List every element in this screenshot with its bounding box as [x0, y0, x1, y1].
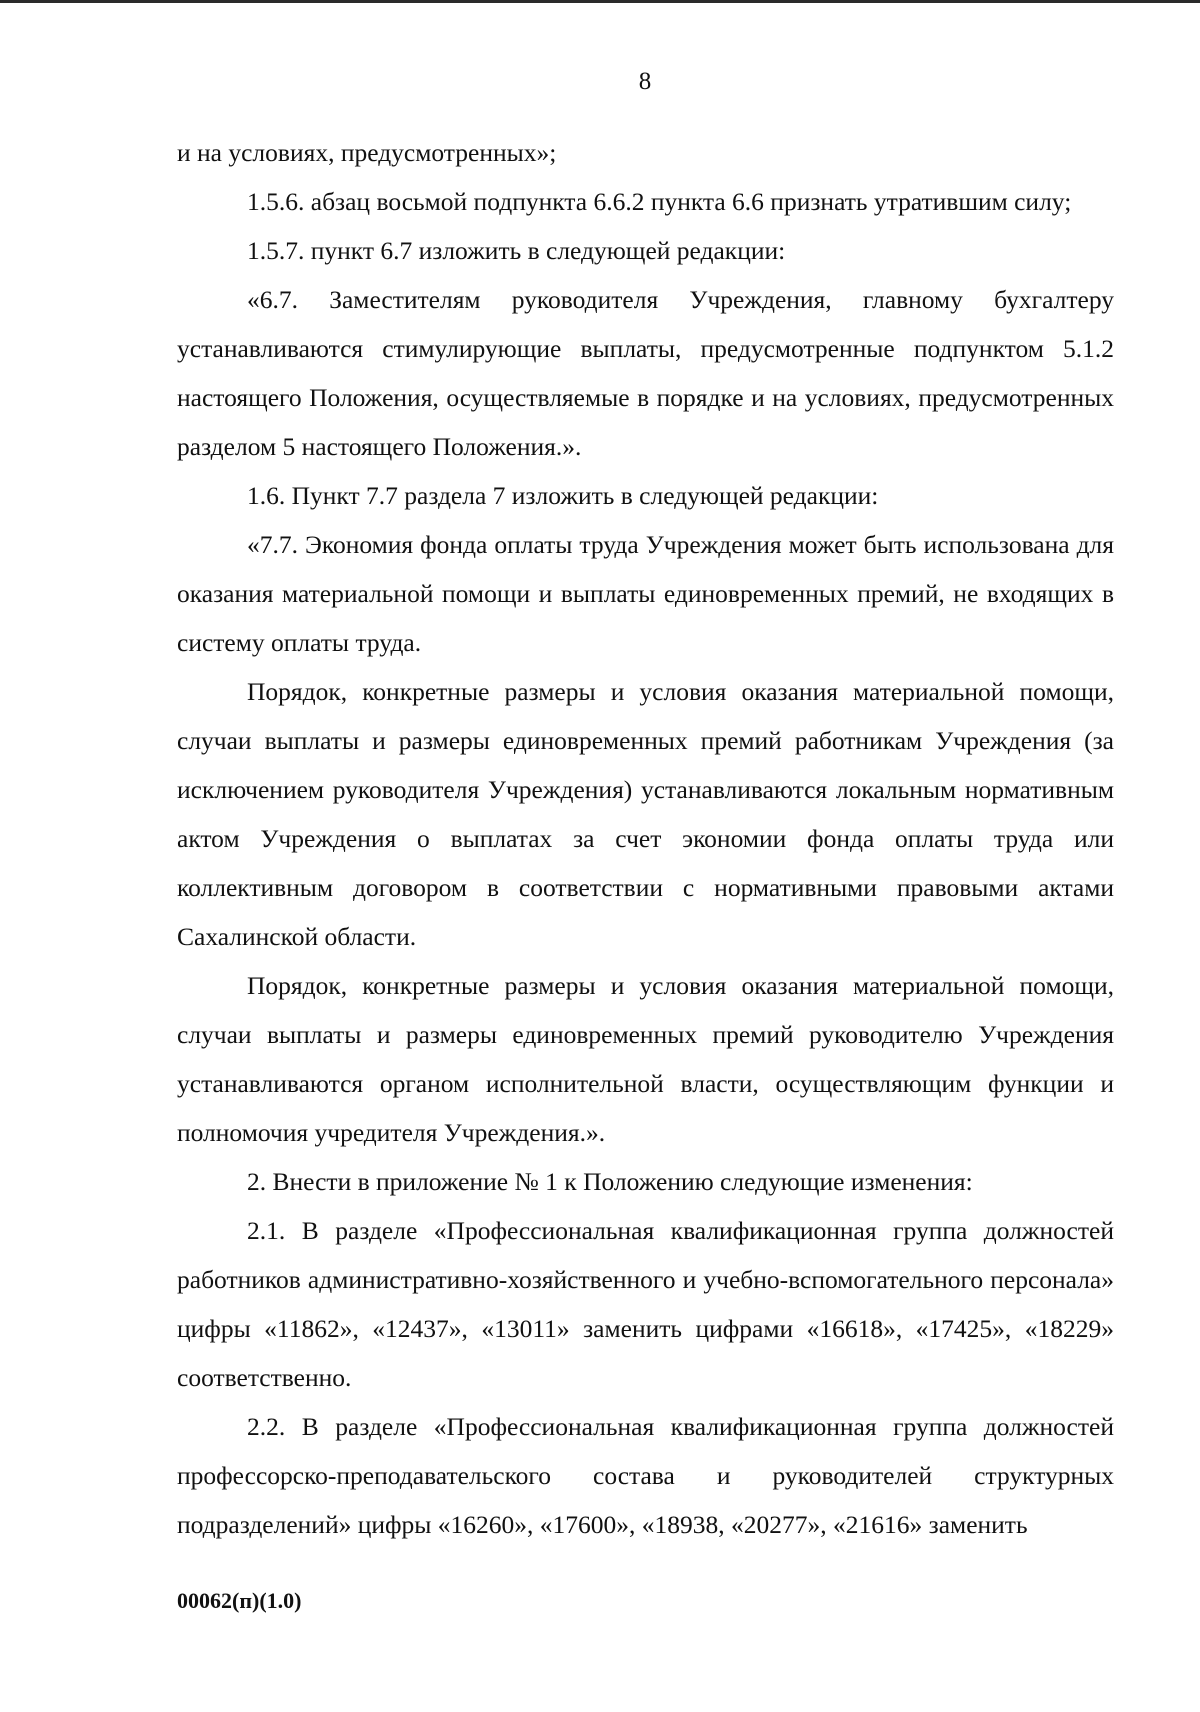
paragraph-2-2: 2.2. В разделе «Профессиональная квалификационная группа должностей профессорско-преподавательского состава и руководителей структурных подразделений» цифры «16260», «17600», «18938, «20277», «21616» заменить [177, 1412, 1114, 1539]
paragraph-2-1: 2.1. В разделе «Профессиональная квалификационная группа должностей работников административно-хозяйственного и учебно-вспомогательного персонала» цифры «11862», «12437», «13011» заменить цифрами «16618», «17425», «18229» соответственно. [177, 1216, 1114, 1392]
document-code: 00062(п)(1.0) [177, 1588, 302, 1613]
page-number: 8 [638, 68, 652, 95]
paragraph-2: 2. Внести в приложение № 1 к Положению следующие изменения: [247, 1167, 973, 1196]
top-border-line [0, 0, 1200, 3]
paragraph-1-5-7: 1.5.7. пункт 6.7 изложить в следующей редакции: [247, 236, 786, 265]
paragraph-procedure-workers: Порядок, конкретные размеры и условия оказания материальной помощи, случаи выплаты и размеры единовременных премий работникам Учреждения (за исключением руководителя Учреждения) устанавливаются локальным нормативным актом Учреждения о выплатах за счет экономии фонда оплаты труда или коллективным договором в соответствии с нормативными правовыми актами Сахалинской области. [177, 677, 1114, 951]
paragraph-procedure-head: Порядок, конкретные размеры и условия оказания материальной помощи, случаи выплаты и размеры единовременных премий руководителю Учреждения устанавливаются органом исполнительной власти, осуществляющим функции и полномочия учредителя Учреждения.». [177, 971, 1114, 1147]
paragraph-continuation: и на условиях, предусмотренных»; [177, 138, 557, 167]
paragraph-1-5-6: 1.5.6. абзац восьмой подпункта 6.6.2 пункта 6.6 признать утратившим силу; [247, 187, 1072, 216]
paragraph-6-7-quote: «6.7. Заместителям руководителя Учреждения, главному бухгалтеру устанавливаются стимулирующие выплаты, предусмотренные подпунктом 5.1.2 настоящего Положения, осуществляемые в порядке и на условиях, предусмотренных разделом 5 настоящего Положения.». [177, 285, 1114, 461]
document-body [177, 128, 1114, 1549]
paragraph-1-6: 1.6. Пункт 7.7 раздела 7 изложить в следующей редакции: [247, 481, 879, 510]
paragraph-7-7-quote: «7.7. Экономия фонда оплаты труда Учреждения может быть использована для оказания материальной помощи и выплаты единовременных премий, не входящих в систему оплаты труда. [177, 530, 1114, 657]
